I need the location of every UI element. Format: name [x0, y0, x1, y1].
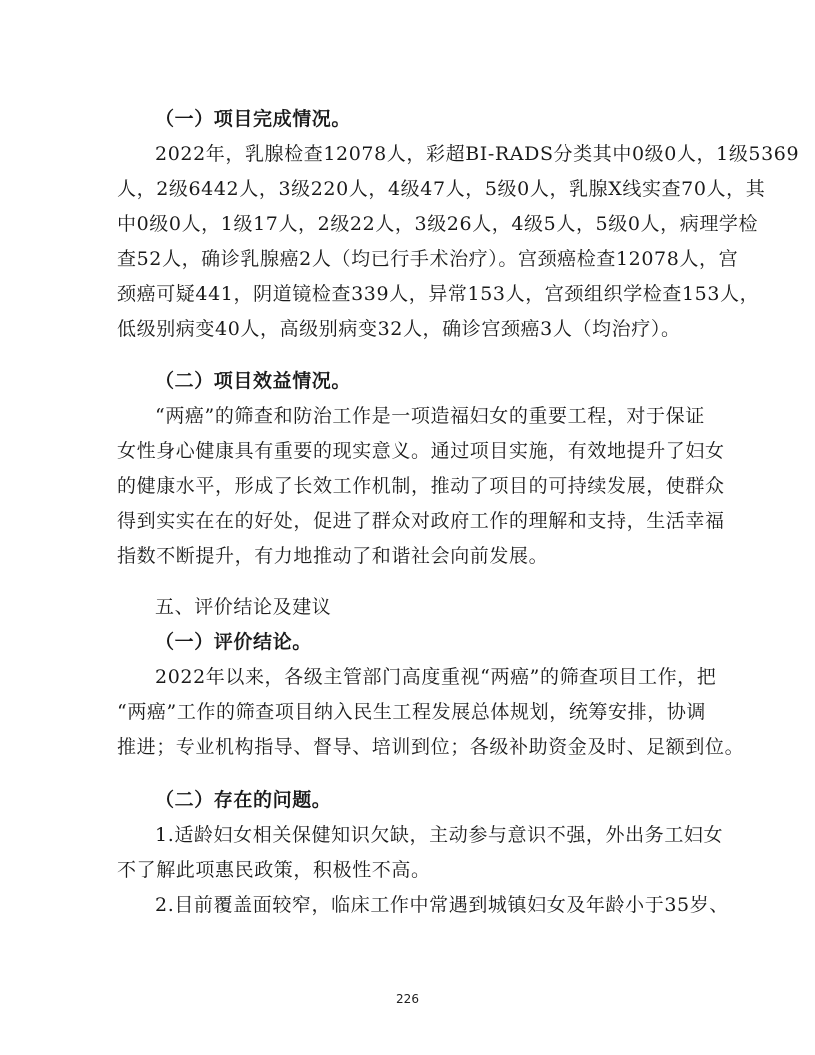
paragraph-line: “两癌”工作的筛查项目纳入民生工程发展总体规划，统筹安排，协调	[117, 701, 707, 723]
heading-project-completion: （一）项目完成情况。	[155, 108, 352, 130]
paragraph-line: 不了解此项惠民政策，积极性不高。	[117, 859, 431, 881]
paragraph-line: 1.适龄妇女相关保健知识欠缺，主动参与意识不强，外出务工妇女	[155, 824, 724, 846]
heading-existing-problems: （二）存在的问题。	[155, 789, 332, 811]
paragraph-line: 的健康水平，形成了长效工作机制，推动了项目的可持续发展，使群众	[117, 475, 725, 497]
paragraph-line: “两癌”的筛查和防治工作是一项造福妇女的重要工程，对于保证	[155, 405, 705, 427]
page-number: 226	[396, 992, 419, 1006]
heading-project-benefit: （二）项目效益情况。	[155, 370, 352, 392]
paragraph-line: 推进；专业机构指导、督导、培训到位；各级补助资金及时、足额到位。	[117, 736, 745, 758]
paragraph-line: 2022年以来，各级主管部门高度重视“两癌”的筛查项目工作，把	[155, 666, 717, 688]
section-project-benefit	[117, 364, 725, 574]
section-evaluation	[117, 590, 697, 625]
section-evaluation-conclusion	[117, 625, 745, 765]
section-existing-problems	[117, 783, 729, 923]
paragraph-line: 人，2级6442人，3级220人，4级47人，5级0人，乳腺X线实查70人，其	[117, 178, 766, 200]
paragraph-line: 低级别病变40人，高级别病变32人，确诊宫颈癌3人（均治疗）。	[117, 318, 681, 340]
section-project-completion	[117, 102, 800, 347]
paragraph-line: 颈癌可疑441，阴道镜检查339人，异常153人，宫颈组织学检查153人，	[117, 283, 760, 305]
heading-evaluation-conclusion: （一）评价结论。	[155, 631, 312, 653]
section-title-evaluation: 五、评价结论及建议	[155, 596, 332, 618]
paragraph-line: 2.目前覆盖面较窄，临床工作中常遇到城镇妇女及年龄小于35岁、	[155, 894, 729, 916]
paragraph-line: 2022年，乳腺检查12078人，彩超BI-RADS分类其中0级0人，1级5369	[155, 143, 800, 165]
paragraph-line: 得到实实在在的好处，促进了群众对政府工作的理解和支持，生活幸福	[117, 510, 725, 532]
paragraph-line: 查52人，确诊乳腺癌2人（均已行手术治疗）。宫颈癌检查12078人，宫	[117, 248, 739, 270]
paragraph-line: 中0级0人，1级17人，2级22人，3级26人，4级5人，5级0人，病理学检	[117, 213, 759, 235]
paragraph-line: 女性身心健康具有重要的现实意义。通过项目实施，有效地提升了妇女	[117, 440, 725, 462]
paragraph-line: 指数不断提升，有力地推动了和谐社会向前发展。	[117, 545, 549, 567]
